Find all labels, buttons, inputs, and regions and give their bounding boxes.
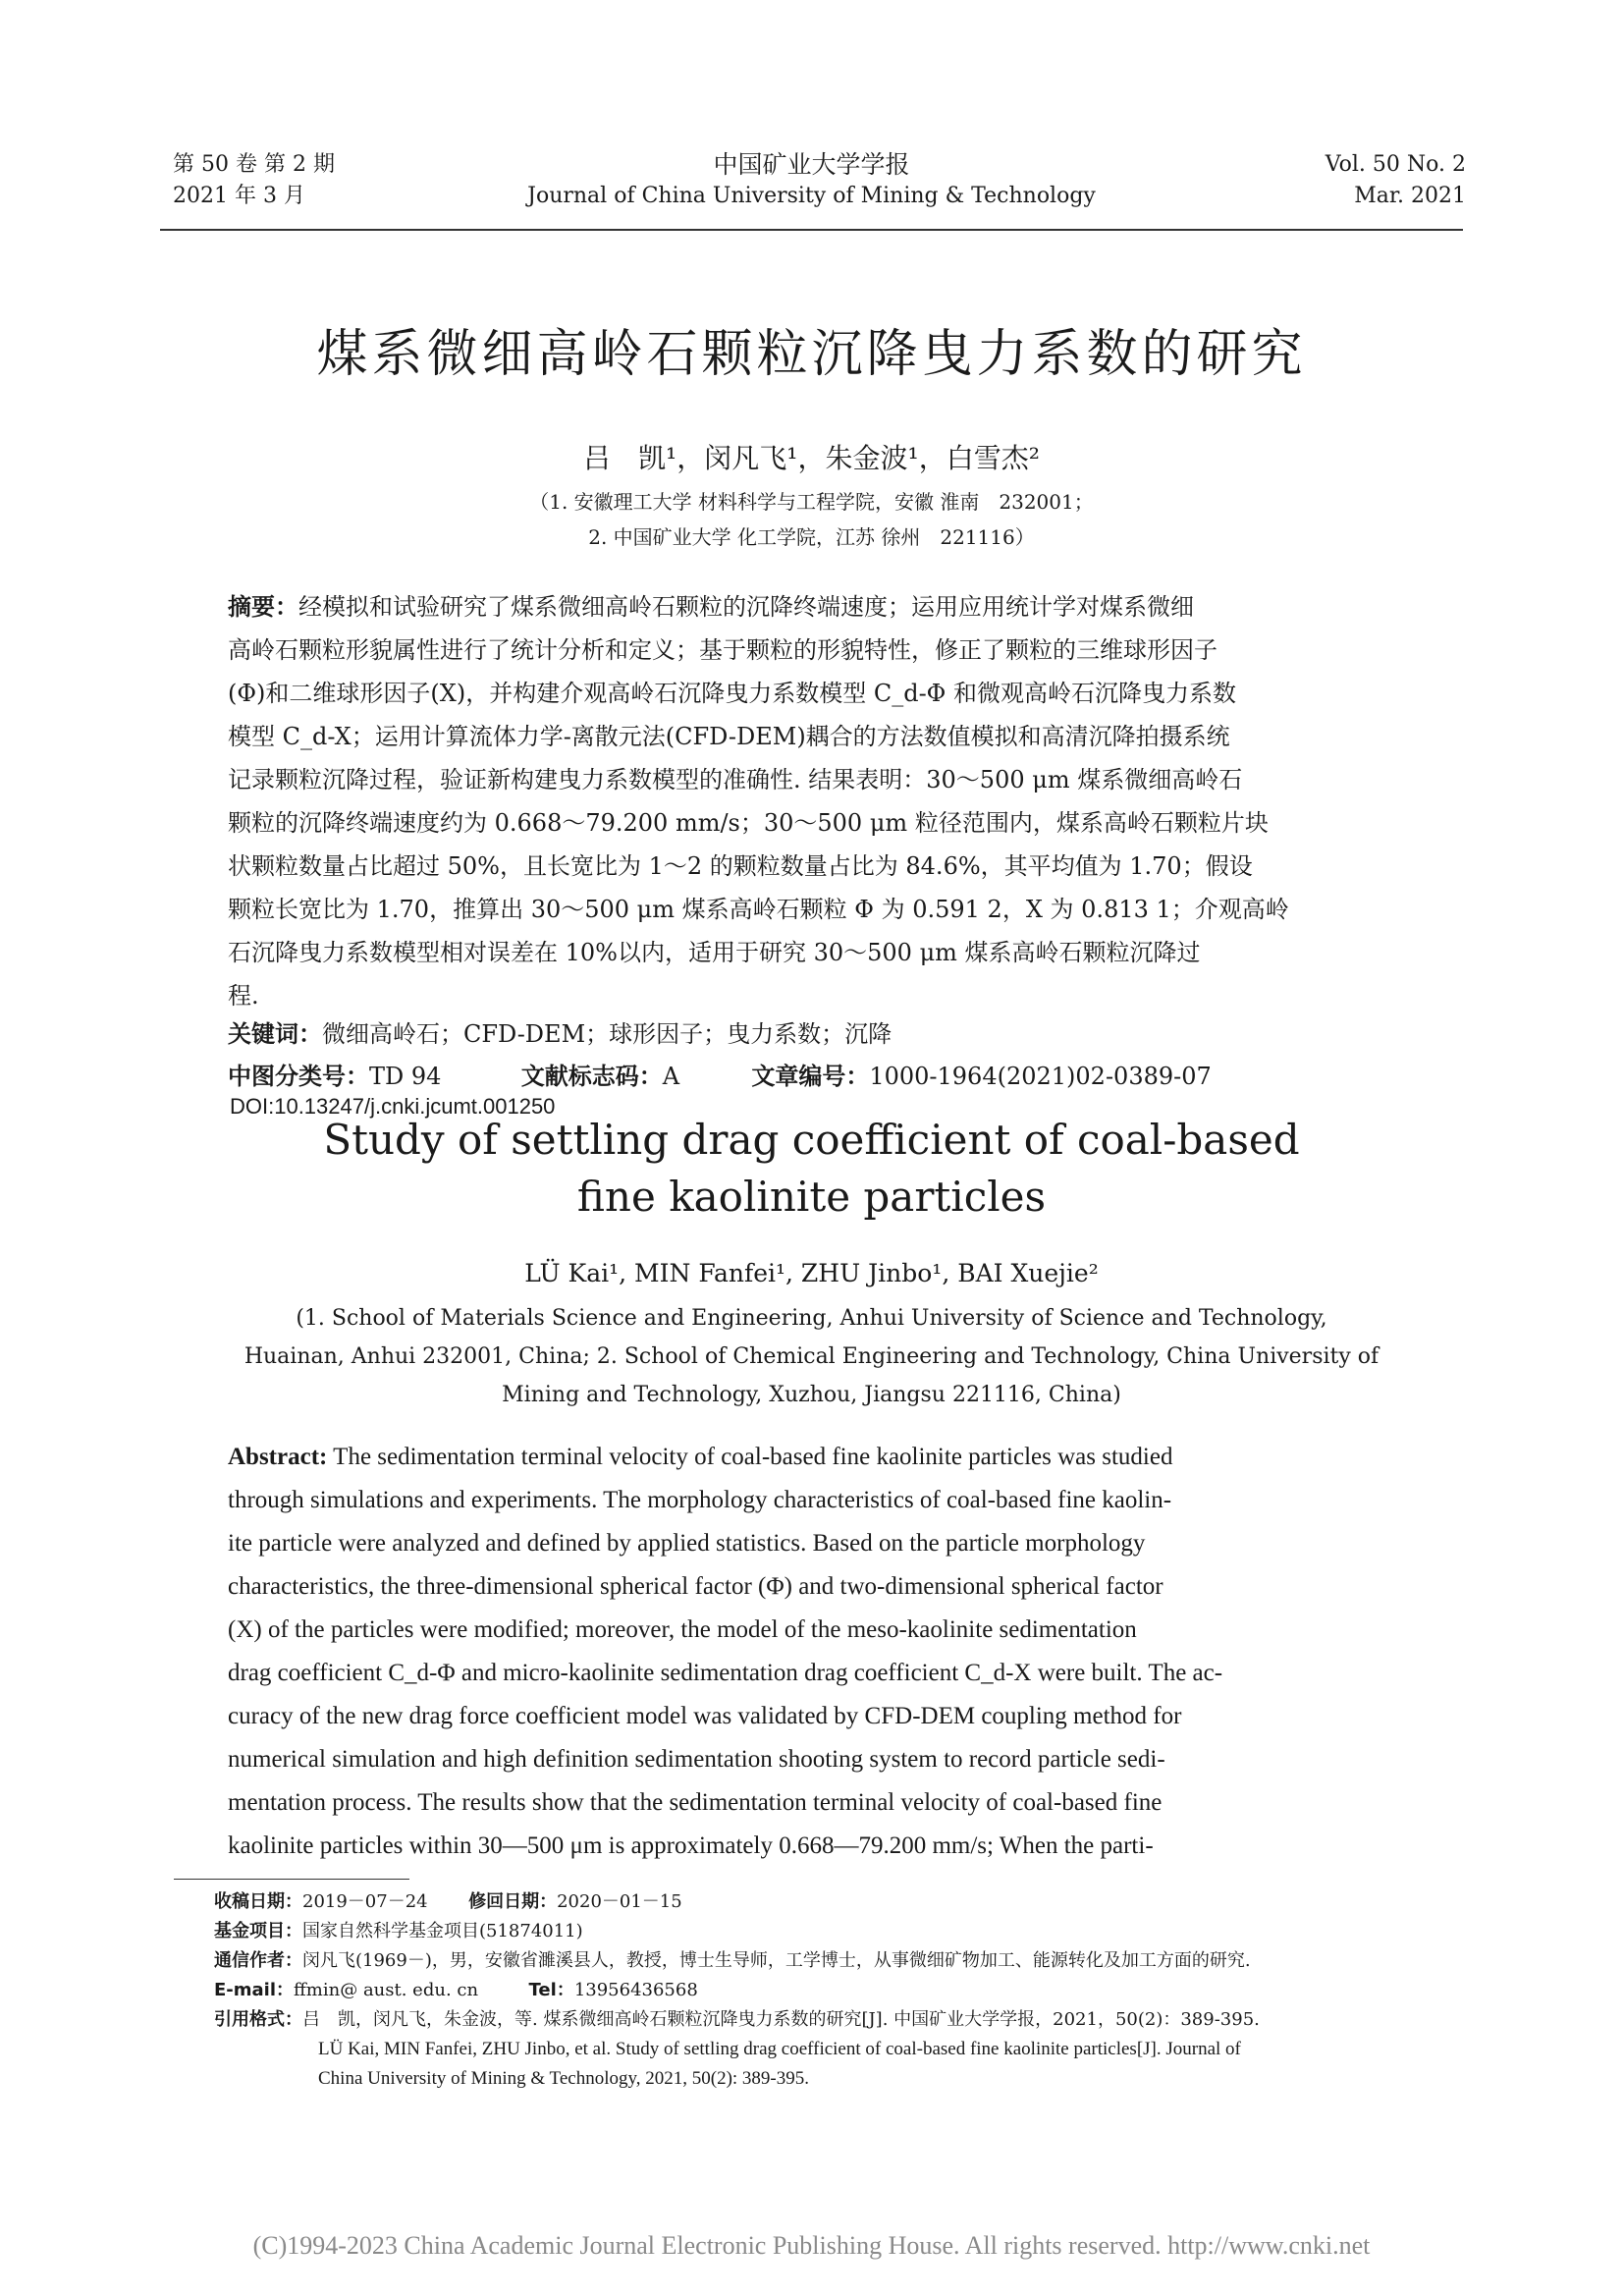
- abstract-cn-line: 程.: [228, 982, 259, 1010]
- title-en: [0, 1112, 1623, 1226]
- citation-line: [214, 2005, 1471, 2035]
- abstract-cn-line: 记录颗粒沉降过程，验证新构建曳力系数模型的准确性. 结果表明：30～500 μm 煤系微细高岭石: [228, 766, 1243, 793]
- abstract-en-line: through simulations and experiments. The morphology characteristics of coal-based fine kaolin-: [228, 1487, 1172, 1513]
- fund-text: 国家自然科学基金项目(51874011): [302, 1921, 583, 1941]
- abstract-en-line: drag coefficient C_d-Φ and micro-kaolinite sedimentation drag coefficient C_d-X were built. The ac-: [228, 1660, 1223, 1686]
- volume-issue-cn: 第 50 卷 第 2 期: [173, 152, 335, 177]
- footnotes: [214, 1887, 1471, 2094]
- article-number-value: 1000-1964(2021)02-0389-07: [869, 1063, 1212, 1090]
- email-value[interactable]: ffmin@ aust. edu. cn: [294, 1980, 479, 2000]
- abstract-cn-line: 摘要：经模拟和试验研究了煤系微细高岭石颗粒的沉降终端速度；运用应用统计学对煤系微细: [228, 593, 1194, 621]
- affiliations-cn: [0, 484, 1623, 555]
- fund-line: [214, 1917, 1471, 1946]
- title-en-line: Study of settling drag coefficient of coal-based: [323, 1116, 1300, 1164]
- classification-line: [228, 1057, 1212, 1096]
- affiliation-en-line: (1. School of Materials Science and Engineering, Anhui University of Science and Technology,: [296, 1306, 1327, 1331]
- article-number-label: 文章编号：: [751, 1063, 870, 1090]
- authors-en: LÜ Kai¹, MIN Fanfei¹, ZHU Jinbo¹, BAI Xuejie²: [524, 1259, 1099, 1287]
- abstract-en-line: curacy of the new drag force coefficient model was validated by CFD-DEM coupling method for: [228, 1703, 1182, 1729]
- abstract-en-line: mentation process. The results show that the sedimentation terminal velocity of coal-based fine: [228, 1789, 1163, 1816]
- affiliation-en-line: Mining and Technology, Xuzhou, Jiangsu 221116, China): [502, 1383, 1121, 1407]
- keywords-cn-text: 微细高岭石；CFD-DEM；球形因子；曳力系数；沉降: [322, 1020, 893, 1048]
- abstract-en-line: characteristics, the three-dimensional spherical factor (Φ) and two-dimensional spherical factor: [228, 1573, 1163, 1600]
- keywords-cn-label: 关键词：: [228, 1020, 322, 1048]
- abstract-cn-line: 颗粒的沉降终端速度约为 0.668～79.200 mm/s；30～500 μm 粒径范围内，煤系高岭石颗粒片块: [228, 809, 1269, 837]
- title-en-line: fine kaolinite particles: [576, 1173, 1047, 1221]
- date-en: Mar. 2021: [1354, 184, 1466, 208]
- abstract-cn-label: 摘要：: [228, 593, 298, 621]
- abstract-en-line: (X) of the particles were modified; moreover, the model of the meso-kaolinite sedimentation: [228, 1616, 1137, 1643]
- corresponding-text: 闵凡飞(1969－)，男，安徽省濉溪县人，教授，博士生导师，工学博士，从事微细矿物加工、能源转化及加工方面的研究.: [302, 1950, 1251, 1971]
- doi[interactable]: DOI:10.13247/j.cnki.jcumt.001250: [230, 1094, 556, 1119]
- title-cn: 煤系微细高岭石颗粒沉降曳力系数的研究: [316, 325, 1307, 384]
- affiliation-cn-line: （1. 安徽理工大学 材料科学与工程学院，安徽 淮南 232001；: [529, 490, 1094, 514]
- tel-value: 13956436568: [573, 1980, 698, 2000]
- abstract-cn-line: 石沉降曳力系数模型相对误差在 10%以内，适用于研究 30～500 μm 煤系高岭石颗粒沉降过: [228, 939, 1201, 966]
- revised-date: 2020－01－15: [557, 1891, 682, 1912]
- header-rule: [160, 229, 1463, 231]
- corresponding-author-line: [214, 1946, 1471, 1976]
- citation-label: 引用格式：: [214, 2009, 302, 2030]
- footnote-rule: [174, 1879, 409, 1880]
- abstract-cn-line: (Φ)和二维球形因子(X)，并构建介观高岭石沉降曳力系数模型 C_d-Φ 和微观高岭石沉降曳力系数: [228, 680, 1236, 707]
- copyright-notice: (C)1994-2023 China Academic Journal Electronic Publishing House. All rights reserved. http://www.cnki.net: [252, 2231, 1371, 2260]
- abstract-cn: [228, 585, 1406, 1017]
- citation-en-line: China University of Mining & Technology, 2021, 50(2): 389-395.: [318, 2068, 810, 2089]
- citation-cn: 吕 凯，闵凡飞，朱金波，等. 煤系微细高岭石颗粒沉降曳力系数的研究[J]. 中国矿业大学学报，2021，50(2)：389-395.: [302, 2009, 1260, 2030]
- corresponding-label: 通信作者：: [214, 1950, 302, 1971]
- header-right: [1325, 149, 1466, 212]
- doc-code-label: 文献标志码：: [520, 1063, 663, 1090]
- revised-label: 修回日期：: [468, 1891, 558, 1912]
- contact-line: [214, 1976, 1471, 2005]
- clc-value: TD 94: [369, 1063, 442, 1090]
- received-label: 收稿日期：: [214, 1891, 302, 1912]
- email-label: E-mail：: [214, 1980, 295, 2000]
- abstract-en-label: Abstract:: [228, 1444, 328, 1470]
- volume-issue-en: Vol. 50 No. 2: [1325, 152, 1466, 177]
- abstract-cn-line: 颗粒长宽比为 1.70，推算出 30～500 μm 煤系高岭石颗粒 Φ 为 0.591 2，X 为 0.813 1；介观高岭: [228, 896, 1289, 923]
- citation-en-line: LÜ Kai, MIN Fanfei, ZHU Jinbo, et al. Study of settling drag coefficient of coal-based fine kaolinite particles[J]. Journal of: [318, 2039, 1241, 2059]
- abstract-cn-line: 模型 C_d-X；运用计算流体力学-离散元法(CFD-DEM)耦合的方法数值模拟和高清沉降拍摄系统: [228, 723, 1230, 750]
- date-cn: 2021 年 3 月: [173, 184, 305, 208]
- tel-label: Tel：: [528, 1980, 574, 2000]
- received-date: 2019－07－24: [302, 1891, 428, 1912]
- authors-cn: 吕 凯¹，闵凡飞¹，朱金波¹，白雪杰²: [583, 442, 1040, 474]
- affiliation-cn-line: 2. 中国矿业大学 化工学院，江苏 徐州 221116）: [588, 525, 1035, 549]
- abstract-cn-line: 状颗粒数量占比超过 50%，且长宽比为 1～2 的颗粒数量占比为 84.6%，其平均值为 1.70；假设: [228, 852, 1253, 880]
- abstract-en-line: ite particle were analyzed and defined by applied statistics. Based on the particle morphology: [228, 1530, 1146, 1557]
- abstract-en: [228, 1436, 1406, 1868]
- dates-line: [214, 1887, 1471, 1917]
- affiliations-en: [0, 1299, 1623, 1414]
- affiliation-en-line: Huainan, Anhui 232001, China; 2. School of Chemical Engineering and Technology, China University of: [243, 1344, 1380, 1369]
- doc-code-value: A: [662, 1063, 680, 1090]
- keywords-cn: [228, 1014, 892, 1054]
- abstract-en-line: numerical simulation and high definition sedimentation shooting system to record particle sedi-: [228, 1746, 1165, 1773]
- clc-label: 中图分类号：: [228, 1063, 369, 1090]
- abstract-en-line: Abstract: The sedimentation terminal velocity of coal-based fine kaolinite particles was studied: [228, 1444, 1173, 1470]
- abstract-en-line: kaolinite particles within 30—500 μm is approximately 0.668—79.200 mm/s; When the parti-: [228, 1832, 1154, 1859]
- journal-name-cn: 中国矿业大学学报: [713, 150, 910, 179]
- abstract-cn-line: 高岭石颗粒形貌属性进行了统计分析和定义；基于颗粒的形貌特性，修正了颗粒的三维球形因子: [228, 636, 1217, 664]
- journal-name-en: Journal of China University of Mining & Technology: [527, 184, 1096, 208]
- fund-label: 基金项目：: [214, 1921, 302, 1941]
